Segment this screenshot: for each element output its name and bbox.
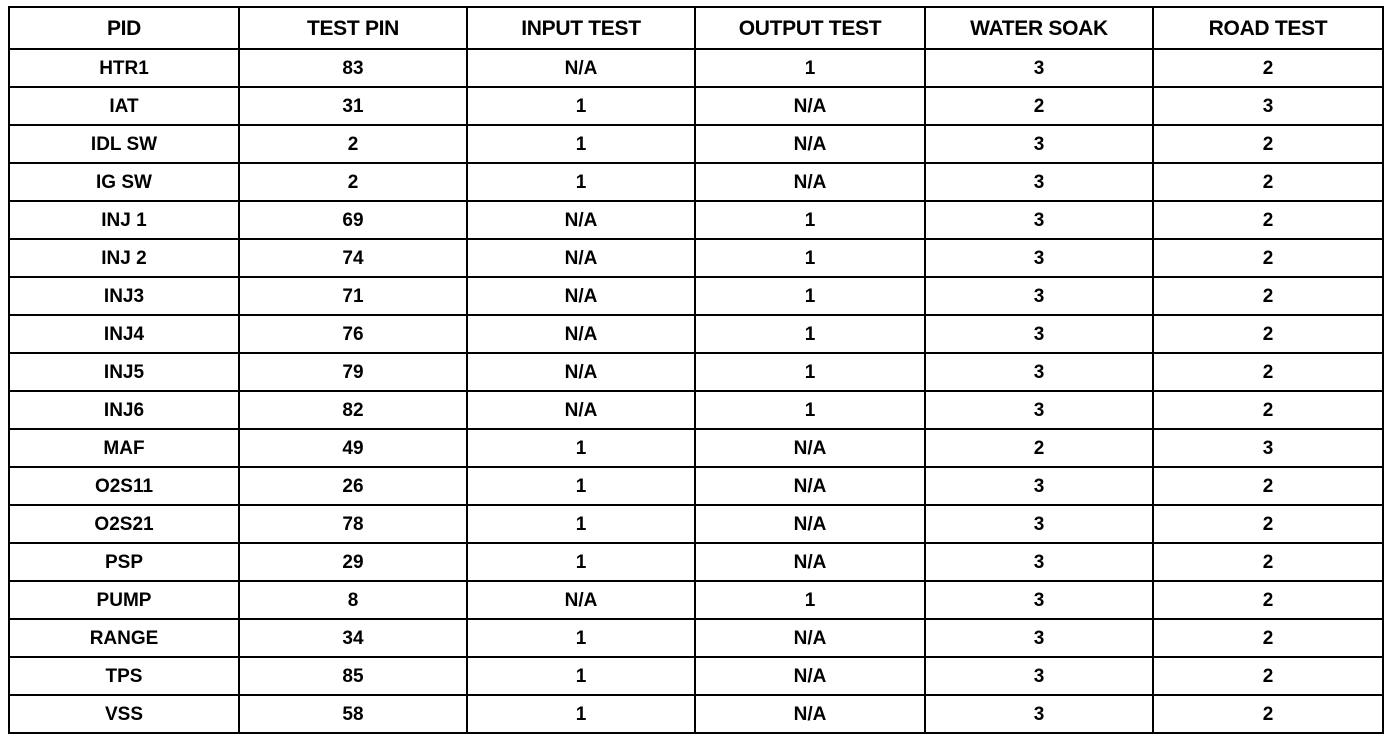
water-soak-cell: 3 [925,201,1153,239]
input-test-cell: 1 [467,657,695,695]
test-pin-cell: 78 [239,505,467,543]
water-soak-cell: 3 [925,277,1153,315]
water-soak-cell: 3 [925,581,1153,619]
water-soak-cell: 2 [925,429,1153,467]
water-soak-cell: 3 [925,505,1153,543]
road-test-cell: 2 [1153,619,1383,657]
road-test-cell: 2 [1153,49,1383,87]
test-pin-cell: 26 [239,467,467,505]
pid-cell: TPS [9,657,239,695]
output-test-cell: N/A [695,125,925,163]
input-test-cell: N/A [467,353,695,391]
input-test-cell: N/A [467,581,695,619]
test-pin-cell: 34 [239,619,467,657]
table-row [9,49,1383,87]
road-test-cell: 2 [1153,277,1383,315]
input-test-cell: 1 [467,467,695,505]
input-test-cell: 1 [467,619,695,657]
table-row [9,391,1383,429]
road-test-cell: 2 [1153,239,1383,277]
road-test-cell: 3 [1153,429,1383,467]
test-pin-cell: 74 [239,239,467,277]
table-body [9,49,1383,733]
water-soak-cell: 3 [925,163,1153,201]
road-test-cell: 2 [1153,163,1383,201]
table-row [9,543,1383,581]
input-test-cell: 1 [467,695,695,733]
table-row [9,239,1383,277]
water-soak-cell: 3 [925,125,1153,163]
input-test-cell: 1 [467,505,695,543]
pid-cell: HTR1 [9,49,239,87]
test-pin-cell: 83 [239,49,467,87]
test-pin-cell: 49 [239,429,467,467]
header-row [9,7,1383,49]
column-header-road-test: ROAD TEST [1153,7,1383,49]
table-row [9,695,1383,733]
water-soak-cell: 3 [925,239,1153,277]
pid-cell: INJ6 [9,391,239,429]
pid-cell: RANGE [9,619,239,657]
road-test-cell: 3 [1153,87,1383,125]
output-test-cell: 1 [695,277,925,315]
water-soak-cell: 3 [925,695,1153,733]
pid-cell: INJ3 [9,277,239,315]
table-row [9,201,1383,239]
test-pin-cell: 2 [239,125,467,163]
test-pin-cell: 82 [239,391,467,429]
water-soak-cell: 2 [925,87,1153,125]
input-test-cell: N/A [467,315,695,353]
table-header [9,7,1383,49]
pid-cell: O2S21 [9,505,239,543]
road-test-cell: 2 [1153,657,1383,695]
column-header-pid: PID [9,7,239,49]
column-header-test-pin: TEST PIN [239,7,467,49]
input-test-cell: N/A [467,277,695,315]
road-test-cell: 2 [1153,695,1383,733]
water-soak-cell: 3 [925,49,1153,87]
road-test-cell: 2 [1153,125,1383,163]
pid-test-table [8,6,1384,734]
input-test-cell: 1 [467,543,695,581]
pid-cell: MAF [9,429,239,467]
table-row [9,125,1383,163]
test-pin-cell: 69 [239,201,467,239]
road-test-cell: 2 [1153,581,1383,619]
pid-cell: INJ4 [9,315,239,353]
pid-cell: INJ5 [9,353,239,391]
output-test-cell: 1 [695,201,925,239]
output-test-cell: 1 [695,49,925,87]
water-soak-cell: 3 [925,543,1153,581]
output-test-cell: N/A [695,429,925,467]
output-test-cell: N/A [695,87,925,125]
output-test-cell: N/A [695,505,925,543]
water-soak-cell: 3 [925,467,1153,505]
road-test-cell: 2 [1153,201,1383,239]
table-row [9,277,1383,315]
pid-cell: IAT [9,87,239,125]
table-row [9,87,1383,125]
table-row [9,429,1383,467]
test-pin-cell: 58 [239,695,467,733]
column-header-water-soak: WATER SOAK [925,7,1153,49]
table-row [9,505,1383,543]
road-test-cell: 2 [1153,353,1383,391]
input-test-cell: 1 [467,163,695,201]
road-test-cell: 2 [1153,543,1383,581]
table-row [9,315,1383,353]
input-test-cell: N/A [467,201,695,239]
test-pin-cell: 29 [239,543,467,581]
water-soak-cell: 3 [925,315,1153,353]
pid-cell: IDL SW [9,125,239,163]
table-row [9,163,1383,201]
output-test-cell: N/A [695,163,925,201]
input-test-cell: 1 [467,125,695,163]
input-test-cell: 1 [467,87,695,125]
input-test-cell: N/A [467,391,695,429]
output-test-cell: N/A [695,657,925,695]
road-test-cell: 2 [1153,467,1383,505]
test-pin-cell: 85 [239,657,467,695]
road-test-cell: 2 [1153,505,1383,543]
table-row [9,467,1383,505]
input-test-cell: N/A [467,239,695,277]
output-test-cell: N/A [695,695,925,733]
test-pin-cell: 71 [239,277,467,315]
test-pin-cell: 79 [239,353,467,391]
pid-cell: INJ 2 [9,239,239,277]
road-test-cell: 2 [1153,315,1383,353]
output-test-cell: 1 [695,315,925,353]
test-pin-cell: 76 [239,315,467,353]
test-pin-cell: 8 [239,581,467,619]
pid-test-table-container [8,6,1382,734]
water-soak-cell: 3 [925,619,1153,657]
input-test-cell: 1 [467,429,695,467]
water-soak-cell: 3 [925,353,1153,391]
output-test-cell: N/A [695,467,925,505]
pid-cell: VSS [9,695,239,733]
water-soak-cell: 3 [925,657,1153,695]
input-test-cell: N/A [467,49,695,87]
pid-cell: O2S11 [9,467,239,505]
output-test-cell: 1 [695,239,925,277]
pid-cell: INJ 1 [9,201,239,239]
table-row [9,619,1383,657]
table-row [9,581,1383,619]
column-header-input-test: INPUT TEST [467,7,695,49]
pid-cell: PSP [9,543,239,581]
road-test-cell: 2 [1153,391,1383,429]
water-soak-cell: 3 [925,391,1153,429]
output-test-cell: N/A [695,619,925,657]
output-test-cell: N/A [695,543,925,581]
output-test-cell: 1 [695,353,925,391]
table-row [9,657,1383,695]
pid-cell: PUMP [9,581,239,619]
test-pin-cell: 31 [239,87,467,125]
output-test-cell: 1 [695,581,925,619]
column-header-output-test: OUTPUT TEST [695,7,925,49]
table-row [9,353,1383,391]
test-pin-cell: 2 [239,163,467,201]
pid-cell: IG SW [9,163,239,201]
output-test-cell: 1 [695,391,925,429]
